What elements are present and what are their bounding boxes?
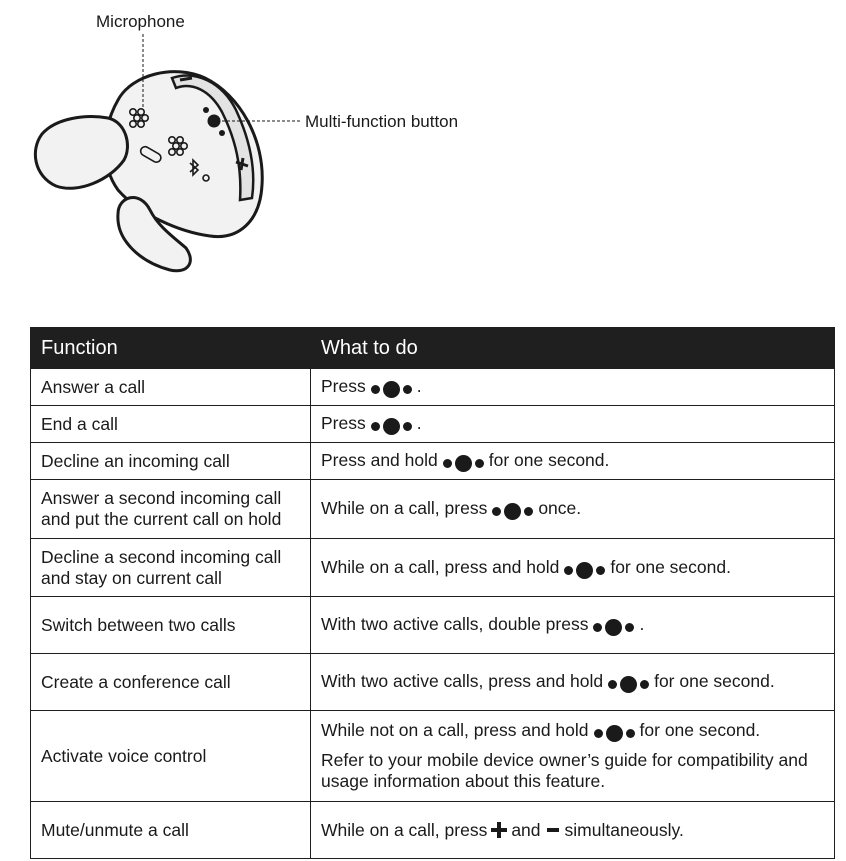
header-what-to-do: What to do (311, 328, 835, 369)
instruction-cell: While on a call, press once. (311, 480, 835, 539)
function-cell: Create a conference call (31, 654, 311, 711)
instruction-cell: With two active calls, press and hold for one second. (311, 654, 835, 711)
minus-icon (545, 822, 561, 838)
function-cell: Decline an incoming call (31, 443, 311, 480)
table-header-row (31, 328, 835, 369)
function-cell: Activate voice control (31, 711, 311, 802)
table-row (31, 802, 835, 859)
function-cell: End a call (31, 406, 311, 443)
function-cell: Switch between two calls (31, 597, 311, 654)
multi-function-button-icon (593, 619, 634, 636)
instruction-cell: With two active calls, double press . (311, 597, 835, 654)
instruction-cell: While on a call, press and hold for one second. (311, 539, 835, 597)
table-row (31, 654, 835, 711)
call-functions-table (30, 327, 835, 859)
table-row (31, 480, 835, 539)
instruction-cell: Press . (311, 406, 835, 443)
instruction-cell: While not on a call, press and hold for one second. Refer to your mobile device owner’s guide for compatibility and usage information about this feature. (311, 711, 835, 802)
compatibility-note: Refer to your mobile device owner’s guide for compatibility and usage information about this feature. (321, 750, 808, 791)
multi-function-button-icon (371, 418, 412, 435)
multi-function-button-icon (608, 676, 649, 693)
function-cell: Answer a call (31, 369, 311, 406)
table-row (31, 369, 835, 406)
multi-function-button-icon (564, 562, 605, 579)
header-function: Function (31, 328, 311, 369)
instruction-cell: Press . (311, 369, 835, 406)
multi-function-button-icon (443, 455, 484, 472)
function-cell: Answer a second incoming call and put the current call on hold (31, 480, 311, 539)
function-cell: Mute/unmute a call (31, 802, 311, 859)
earbud-figure (0, 0, 846, 300)
table-row (31, 597, 835, 654)
plus-icon (491, 822, 507, 838)
multi-function-button-icon (371, 381, 412, 398)
table-row (31, 539, 835, 597)
table-row (31, 443, 835, 480)
microphone-callout: Microphone (96, 12, 185, 31)
multi-function-button-icon (594, 725, 635, 742)
table-row (31, 406, 835, 443)
function-cell: Decline a second incoming call and stay on current call (31, 539, 311, 597)
multifunction-button-callout: Multi-function button (305, 112, 459, 131)
multi-function-button-icon (492, 503, 533, 520)
table-row (31, 711, 835, 802)
instruction-cell: While on a call, press and simultaneously. (311, 802, 835, 859)
instruction-cell: Press and hold for one second. (311, 443, 835, 480)
earbud-illustration (0, 0, 846, 300)
